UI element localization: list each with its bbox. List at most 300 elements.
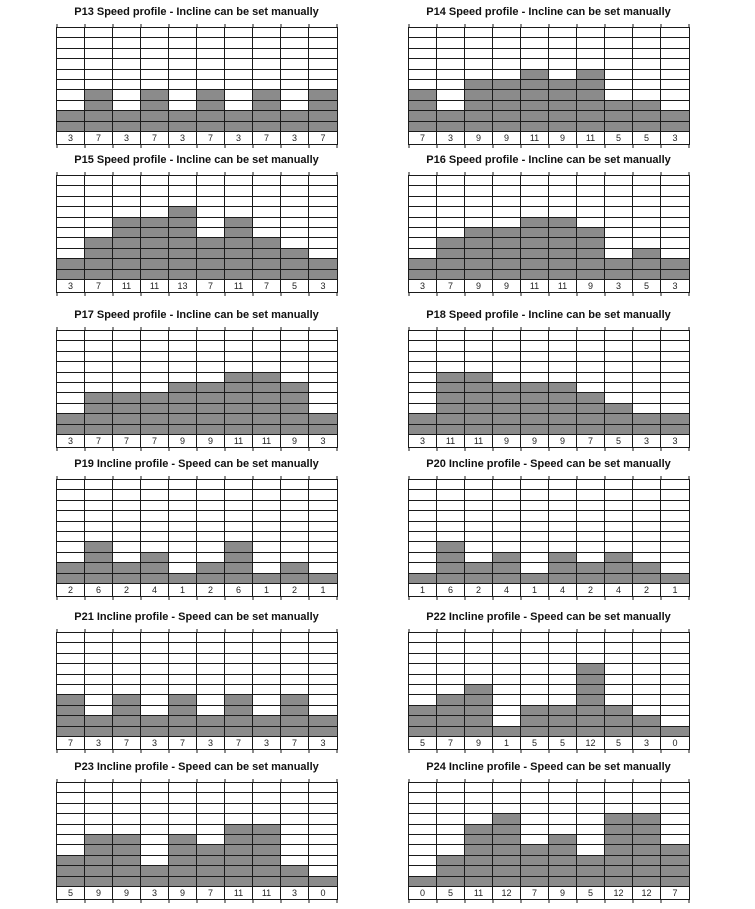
grid-cell: [465, 522, 493, 532]
bar-segment: [409, 574, 437, 584]
bar-segment: [309, 122, 337, 132]
grid-cell: [549, 28, 577, 38]
bar-segment: [253, 835, 281, 845]
bar-segment: [633, 425, 661, 435]
bar-segment: [493, 238, 521, 248]
value-label: 2: [633, 584, 661, 596]
bar-segment: [281, 249, 309, 259]
grid-cell: [493, 511, 521, 521]
value-label: 2: [57, 584, 85, 596]
value-label: 5: [521, 737, 549, 749]
bar-segment: [661, 845, 689, 855]
value-label: 3: [85, 737, 113, 749]
grid-cell: [549, 352, 577, 362]
grid-cell: [281, 331, 309, 341]
value-label: 11: [465, 887, 493, 899]
grid-tick: [465, 448, 466, 451]
bar-segment: [465, 866, 493, 876]
bar-segment: [225, 373, 253, 383]
value-label: 7: [672, 887, 678, 898]
value-label: 7: [113, 435, 141, 447]
grid-cell: [169, 563, 197, 573]
grid-cell: [605, 664, 633, 674]
chart-grid-p23: [56, 782, 338, 900]
bar-segment: [169, 393, 197, 403]
chart-grid-p14: [408, 27, 690, 145]
grid-cell: [465, 511, 493, 521]
grid-tick: [437, 172, 438, 175]
bar-segment: [85, 563, 113, 573]
bar-segment: [281, 270, 309, 280]
grid-cell: [605, 90, 633, 100]
grid-cell: [521, 501, 549, 511]
grid-tick: [493, 327, 494, 330]
chart-title-p21: P21 Incline profile - Speed can be set manually: [74, 611, 319, 623]
bar-segment: [141, 122, 169, 132]
grid-tick: [169, 629, 170, 632]
grid-tick: [689, 750, 690, 753]
grid-cell: [409, 393, 437, 403]
grid-cell: [141, 532, 169, 542]
grid-cell: [113, 522, 141, 532]
grid-cell: [309, 176, 337, 186]
bar-segment: [169, 259, 197, 269]
grid-cell: [521, 675, 549, 685]
grid-tick: [465, 293, 466, 296]
grid-cell: [521, 793, 549, 803]
grid-cell: [225, 101, 253, 111]
chart-title-p22: P22 Incline profile - Speed can be set manually: [426, 611, 671, 623]
grid-tick: [661, 779, 662, 782]
grid-cell: [85, 352, 113, 362]
bar-segment: [85, 877, 113, 887]
grid-cell: [169, 804, 197, 814]
grid-tick: [309, 172, 310, 175]
grid-cell: [113, 352, 141, 362]
grid-cell: [281, 825, 309, 835]
grid-cell: [197, 633, 225, 643]
bar-segment: [281, 425, 309, 435]
grid-cell: [465, 532, 493, 542]
bar-segment: [113, 111, 141, 121]
grid-cell: [465, 186, 493, 196]
grid-tick: [197, 629, 198, 632]
value-label: 9: [169, 435, 197, 447]
bar-segment: [225, 563, 253, 573]
grid-cell: [253, 522, 281, 532]
grid-cell: [253, 783, 281, 793]
grid-cell: [493, 522, 521, 532]
grid-cell: [437, 197, 465, 207]
grid-cell: [493, 716, 521, 726]
grid-tick: [409, 293, 410, 296]
grid-cell: [57, 825, 85, 835]
grid-cell: [465, 352, 493, 362]
grid-cell: [493, 352, 521, 362]
bar-segment: [85, 425, 113, 435]
grid-cell: [661, 643, 689, 653]
bar-segment: [225, 877, 253, 887]
grid-tick: [661, 750, 662, 753]
grid-cell: [661, 835, 689, 845]
grid-cell: [661, 176, 689, 186]
grid-cell: [57, 835, 85, 845]
grid-cell: [605, 80, 633, 90]
grid-cell: [57, 38, 85, 48]
grid-cell: [57, 814, 85, 824]
grid-tick: [661, 900, 662, 903]
grid-cell: [113, 38, 141, 48]
grid-cell: [577, 814, 605, 824]
grid-cell: [409, 825, 437, 835]
bar-segment: [577, 404, 605, 414]
grid-cell: [197, 49, 225, 59]
grid-tick: [465, 476, 466, 479]
grid-tick: [281, 476, 282, 479]
grid-cell: [577, 532, 605, 542]
grid-cell: [85, 675, 113, 685]
grid-tick: [253, 448, 254, 451]
value-label: 3: [141, 737, 169, 749]
grid-cell: [141, 814, 169, 824]
grid-cell: [225, 511, 253, 521]
grid-cell: [577, 207, 605, 217]
grid-cell: [661, 186, 689, 196]
grid-cell: [253, 542, 281, 552]
grid-cell: [197, 331, 225, 341]
grid-cell: [409, 866, 437, 876]
grid-cell: [281, 845, 309, 855]
grid-cell: [465, 793, 493, 803]
grid-cell: [113, 804, 141, 814]
grid-cell: [309, 362, 337, 372]
grid-cell: [409, 675, 437, 685]
grid-cell: [605, 49, 633, 59]
grid-cell: [85, 664, 113, 674]
bar-segment: [409, 414, 437, 424]
bar-segment: [549, 111, 577, 121]
grid-tick: [169, 172, 170, 175]
bar-segment: [577, 122, 605, 132]
chart-p21: [56, 610, 337, 750]
grid-cell: [521, 643, 549, 653]
grid-tick: [521, 597, 522, 600]
grid-cell: [85, 38, 113, 48]
grid-cell: [493, 532, 521, 542]
grid-cell: [281, 685, 309, 695]
bar-segment: [521, 845, 549, 855]
grid-tick: [549, 597, 550, 600]
bar-segment: [493, 835, 521, 845]
value-label: 7: [141, 132, 169, 144]
grid-cell: [493, 542, 521, 552]
value-label: 7: [85, 280, 113, 292]
grid-tick: [437, 476, 438, 479]
grid-cell: [633, 49, 661, 59]
bar-segment: [85, 716, 113, 726]
grid-cell: [141, 511, 169, 521]
grid-tick: [225, 145, 226, 148]
grid-tick: [113, 448, 114, 451]
grid-cell: [281, 633, 309, 643]
bar-segment: [113, 716, 141, 726]
grid-cell: [605, 207, 633, 217]
grid-cell: [113, 814, 141, 824]
grid-tick: [633, 448, 634, 451]
bar-segment: [197, 101, 225, 111]
grid-tick: [225, 327, 226, 330]
grid-cell: [113, 373, 141, 383]
grid-cell: [309, 793, 337, 803]
bar-segment: [465, 90, 493, 100]
value-label: 3: [253, 737, 281, 749]
bar-segment: [197, 270, 225, 280]
grid-cell: [633, 238, 661, 248]
bar-segment: [85, 856, 113, 866]
bar-segment: [577, 111, 605, 121]
grid-cell: [409, 197, 437, 207]
grid-tick: [197, 172, 198, 175]
grid-cell: [141, 383, 169, 393]
grid-tick: [197, 327, 198, 330]
bar-segment: [225, 553, 253, 563]
bar-segment: [309, 425, 337, 435]
grid-cell: [437, 90, 465, 100]
grid-cell: [577, 542, 605, 552]
value-label: 5: [605, 132, 633, 144]
grid-cell: [409, 835, 437, 845]
bar-segment: [465, 101, 493, 111]
grid-cell: [549, 341, 577, 351]
grid-cell: [549, 70, 577, 80]
value-label: 5: [605, 737, 633, 749]
grid-tick: [85, 476, 86, 479]
value-label: 11: [253, 435, 281, 447]
bar-segment: [169, 207, 197, 217]
grid-tick: [493, 779, 494, 782]
grid-cell: [197, 825, 225, 835]
grid-cell: [197, 341, 225, 351]
grid-cell: [493, 804, 521, 814]
grid-cell: [169, 685, 197, 695]
bar-segment: [253, 727, 281, 737]
grid-cell: [633, 197, 661, 207]
grid-cell: [113, 793, 141, 803]
grid-tick: [409, 448, 410, 451]
bar-segment: [437, 414, 465, 424]
grid-cell: [493, 373, 521, 383]
chart-title-p13: P13 Speed profile - Incline can be set manually: [74, 6, 319, 18]
grid-cell: [521, 362, 549, 372]
bar-segment: [605, 814, 633, 824]
grid-tick: [113, 476, 114, 479]
bar-segment: [521, 383, 549, 393]
bar-segment: [521, 259, 549, 269]
grid-cell: [57, 238, 85, 248]
grid-cell: [169, 654, 197, 664]
grid-cell: [57, 845, 85, 855]
grid-tick: [225, 597, 226, 600]
grid-cell: [549, 511, 577, 521]
chart-grid-p16: [408, 175, 690, 293]
value-label: 7: [437, 280, 465, 292]
grid-tick: [113, 24, 114, 27]
grid-cell: [309, 825, 337, 835]
grid-cell: [577, 654, 605, 664]
grid-cell: [169, 373, 197, 383]
bar-segment: [493, 814, 521, 824]
grid-cell: [633, 331, 661, 341]
grid-cell: [141, 706, 169, 716]
bar-segment: [85, 404, 113, 414]
bar-segment: [493, 553, 521, 563]
grid-tick: [437, 24, 438, 27]
grid-cell: [169, 501, 197, 511]
grid-cell: [409, 643, 437, 653]
grid-cell: [113, 664, 141, 674]
grid-cell: [169, 70, 197, 80]
grid-cell: [309, 373, 337, 383]
bar-segment: [605, 259, 633, 269]
bar-segment: [493, 866, 521, 876]
grid-cell: [549, 633, 577, 643]
bar-segment: [141, 425, 169, 435]
bar-segment: [141, 553, 169, 563]
bar-segment: [309, 90, 337, 100]
bar-segment: [577, 856, 605, 866]
bar-segment: [85, 238, 113, 248]
grid-cell: [281, 238, 309, 248]
grid-cell: [309, 542, 337, 552]
grid-tick: [633, 327, 634, 330]
grid-tick: [141, 24, 142, 27]
grid-cell: [605, 654, 633, 664]
value-label: 9: [493, 435, 521, 447]
grid-cell: [141, 480, 169, 490]
grid-cell: [253, 480, 281, 490]
grid-tick: [141, 145, 142, 148]
bar-segment: [281, 259, 309, 269]
value-label: 9: [281, 435, 309, 447]
grid-tick: [225, 172, 226, 175]
grid-cell: [633, 341, 661, 351]
grid-cell: [577, 501, 605, 511]
grid-tick: [437, 145, 438, 148]
bar-segment: [225, 259, 253, 269]
grid-cell: [141, 522, 169, 532]
grid-cell: [57, 685, 85, 695]
grid-cell: [225, 685, 253, 695]
grid-cell: [197, 38, 225, 48]
grid-tick: [689, 629, 690, 632]
grid-cell: [197, 643, 225, 653]
grid-cell: [521, 480, 549, 490]
bar-segment: [549, 218, 577, 228]
bar-segment: [309, 111, 337, 121]
bar-segment: [493, 259, 521, 269]
grid-tick: [577, 476, 578, 479]
grid-tick: [493, 293, 494, 296]
grid-cell: [197, 218, 225, 228]
grid-cell: [57, 675, 85, 685]
grid-cell: [253, 685, 281, 695]
bar-segment: [113, 727, 141, 737]
grid-cell: [605, 249, 633, 259]
grid-cell: [141, 331, 169, 341]
value-label: 11: [225, 280, 253, 292]
grid-cell: [549, 695, 577, 705]
grid-cell: [169, 553, 197, 563]
grid-tick: [409, 779, 410, 782]
grid-cell: [169, 59, 197, 69]
grid-cell: [465, 362, 493, 372]
grid-cell: [661, 38, 689, 48]
grid-cell: [281, 59, 309, 69]
grid-tick: [549, 900, 550, 903]
grid-cell: [57, 80, 85, 90]
grid-cell: [57, 228, 85, 238]
grid-cell: [493, 633, 521, 643]
bar-segment: [437, 553, 465, 563]
grid-tick: [577, 779, 578, 782]
grid-cell: [437, 218, 465, 228]
grid-tick: [141, 172, 142, 175]
bar-segment: [493, 383, 521, 393]
bar-segment: [141, 238, 169, 248]
bar-segment: [661, 574, 689, 584]
grid-cell: [605, 228, 633, 238]
grid-cell: [253, 176, 281, 186]
grid-cell: [281, 793, 309, 803]
bar-segment: [253, 373, 281, 383]
grid-cell: [253, 675, 281, 685]
grid-cell: [197, 675, 225, 685]
grid-cell: [169, 522, 197, 532]
bar-segment: [281, 727, 309, 737]
bar-segment: [605, 404, 633, 414]
grid-cell: [57, 197, 85, 207]
grid-cell: [281, 218, 309, 228]
bar-segment: [521, 218, 549, 228]
bar-segment: [633, 825, 661, 835]
grid-cell: [577, 373, 605, 383]
grid-tick: [689, 327, 690, 330]
grid-tick: [633, 145, 634, 148]
grid-cell: [465, 207, 493, 217]
grid-cell: [661, 228, 689, 238]
grid-cell: [281, 654, 309, 664]
value-label: 4: [493, 584, 521, 596]
grid-tick: [689, 448, 690, 451]
bar-segment: [465, 727, 493, 737]
bar-segment: [549, 80, 577, 90]
bar-segment: [169, 404, 197, 414]
value-label: 9: [549, 132, 577, 144]
grid-cell: [409, 80, 437, 90]
grid-cell: [661, 532, 689, 542]
grid-cell: [85, 501, 113, 511]
grid-cell: [493, 480, 521, 490]
grid-tick: [577, 145, 578, 148]
grid-cell: [549, 480, 577, 490]
grid-cell: [493, 490, 521, 500]
bar-segment: [253, 270, 281, 280]
grid-cell: [521, 59, 549, 69]
grid-tick: [113, 327, 114, 330]
grid-cell: [225, 197, 253, 207]
grid-cell: [661, 563, 689, 573]
grid-cell: [409, 331, 437, 341]
